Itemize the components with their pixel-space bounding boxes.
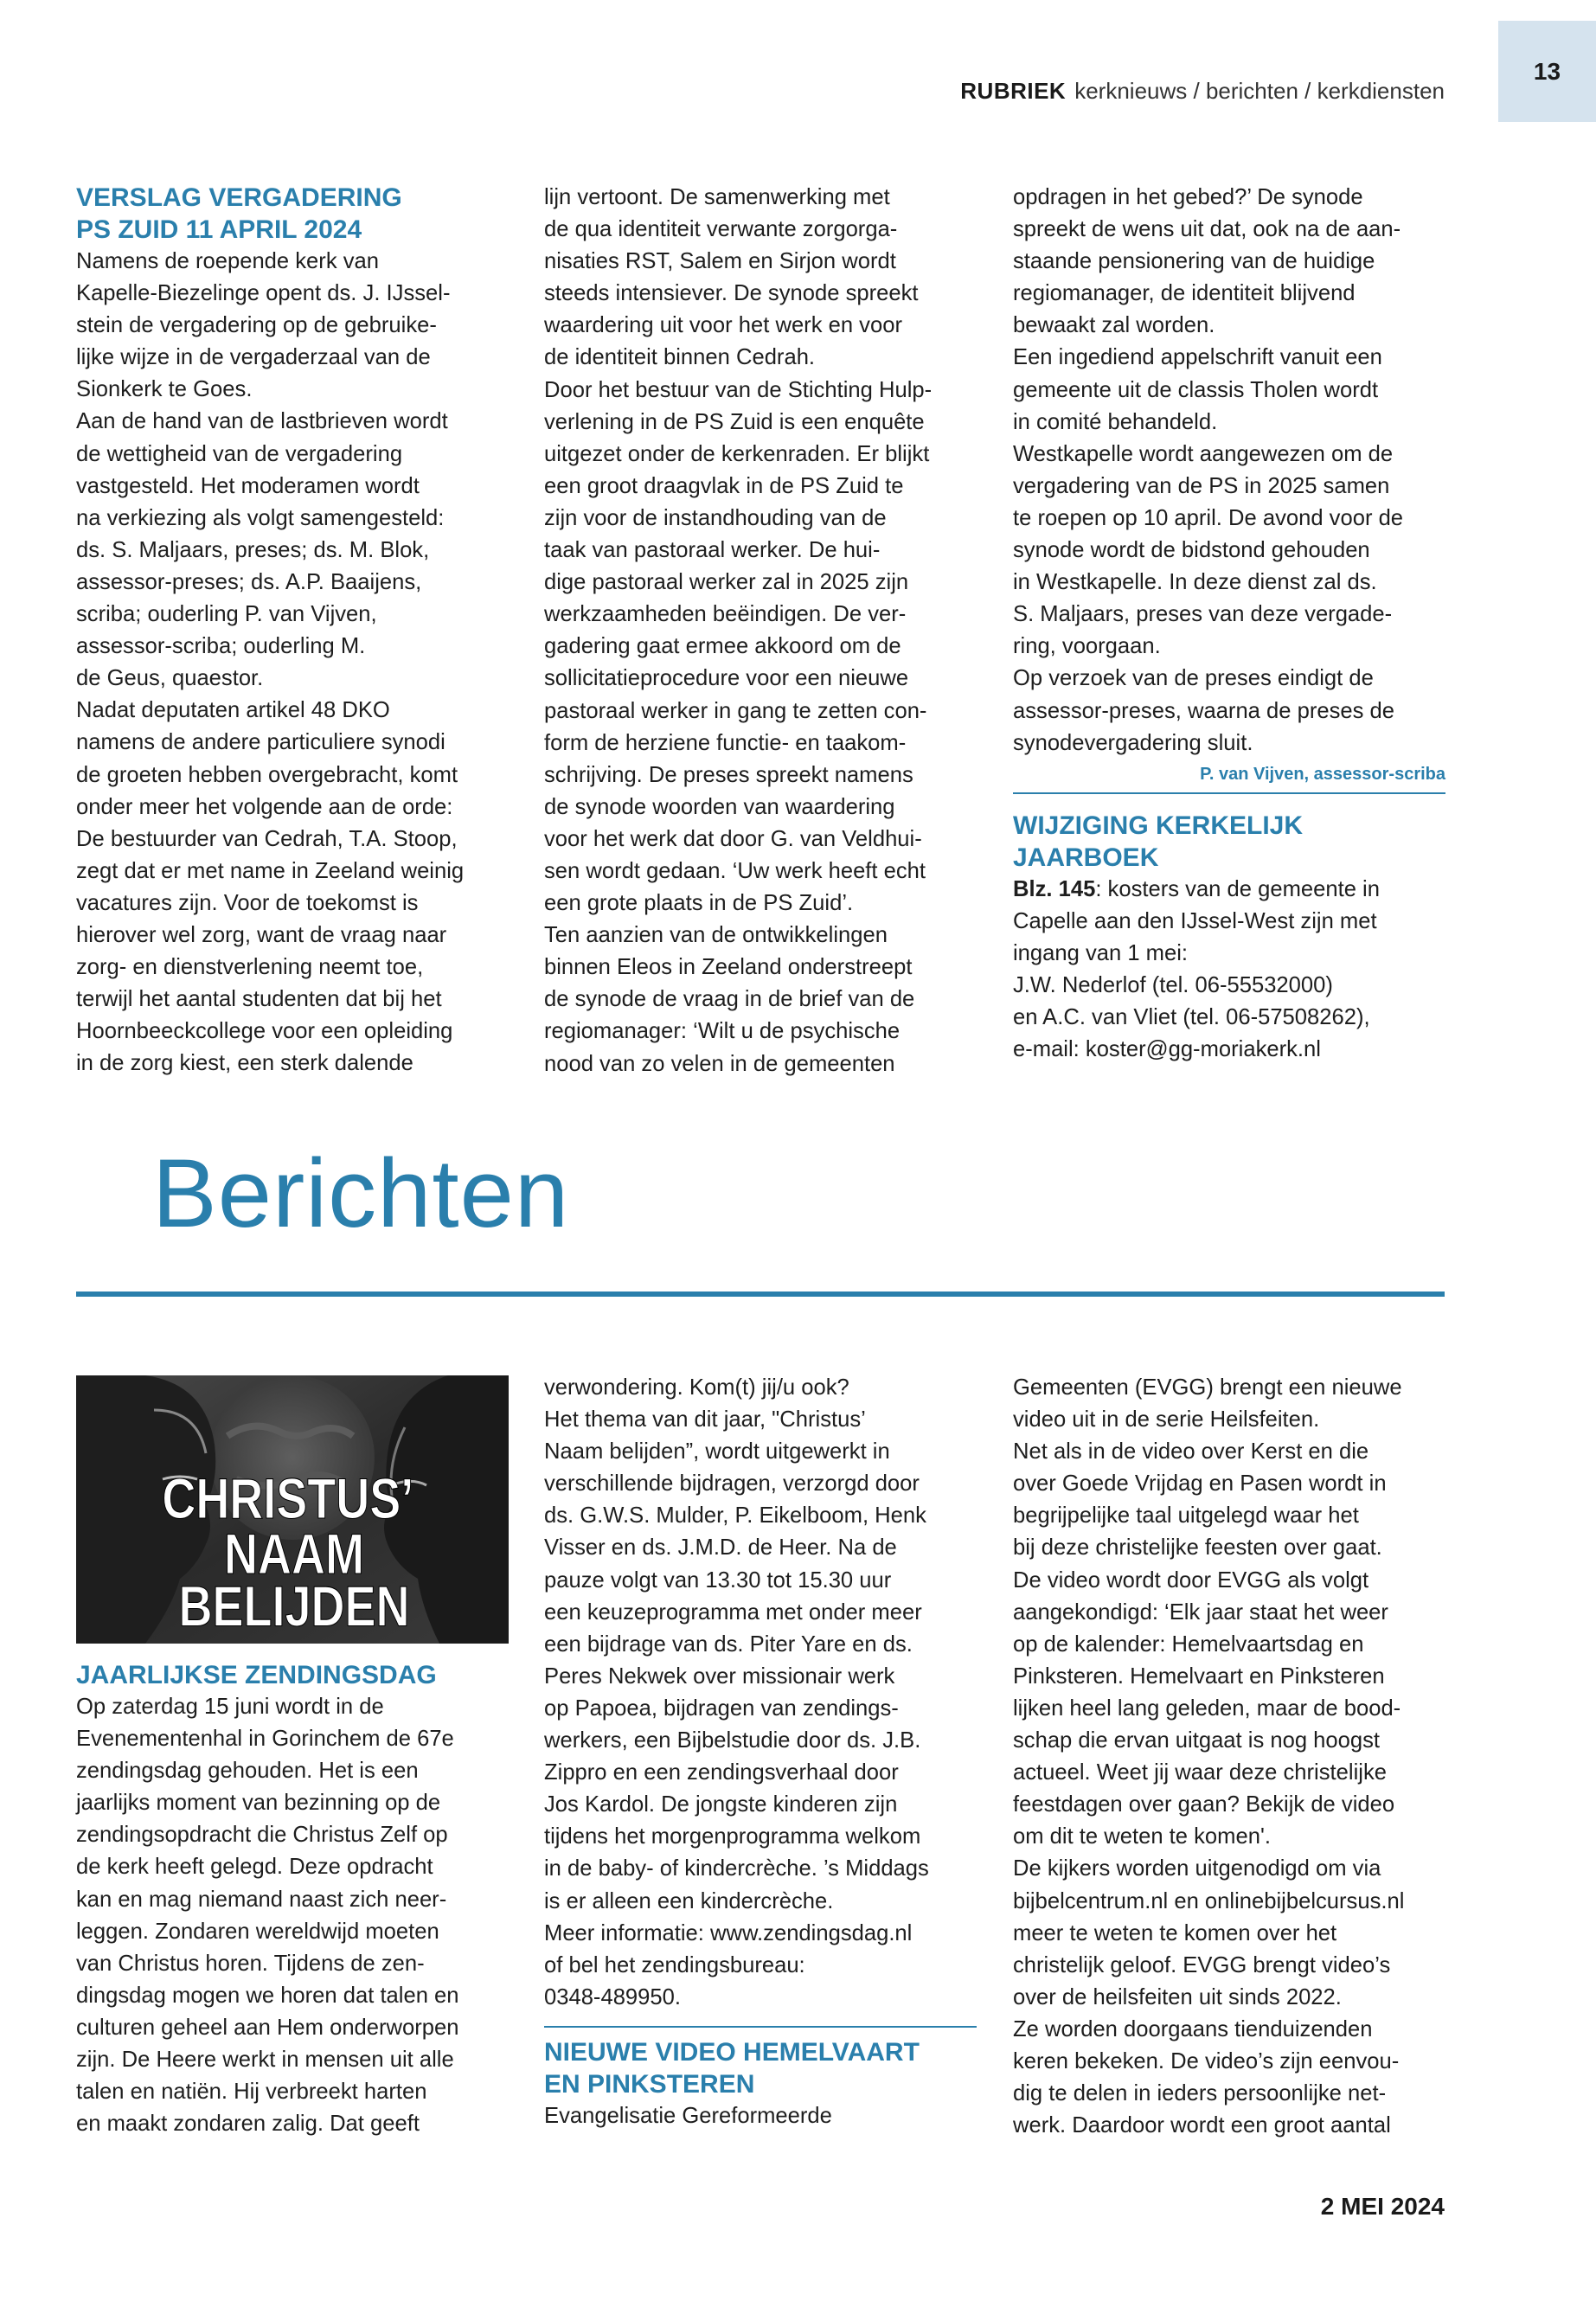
text-line: Ten aanzien van de ontwikkelingen xyxy=(544,923,888,948)
text-line: Naam belijden”, wordt uitgewerkt in xyxy=(544,1439,890,1465)
text-line: zijn voor de instandhouding van de xyxy=(544,505,887,530)
text-line: over Goede Vrijdag en Pasen wordt in xyxy=(1013,1471,1387,1497)
text-line: assessor-scriba; ouderling M. xyxy=(76,634,366,659)
text-line: is er alleen een kindercrèche. xyxy=(544,1888,834,1913)
article-verslag-col1 xyxy=(76,182,509,1080)
image-title-line: NAAM xyxy=(224,1521,364,1586)
page-number: 13 xyxy=(1498,21,1596,122)
text-line: van Christus horen. Tijdens de zen- xyxy=(76,1951,425,1976)
text-line: zorg- en dienstverlening neemt toe, xyxy=(76,955,424,980)
text-line: bewaakt zal worden. xyxy=(1013,313,1215,338)
text-line: Gemeenten (EVGG) brengt een nieuwe xyxy=(1013,1375,1402,1400)
text-line: spreekt de wens uit dat, ook na de aan- xyxy=(1013,217,1401,242)
text-line: Kapelle-Biezelinge opent ds. J. IJssel- xyxy=(76,281,451,306)
text-line: form de herziene functie- en taakom- xyxy=(544,730,907,755)
text-line: verlening in de PS Zuid is een enquête xyxy=(544,409,925,434)
text-line: feestdagen over gaan? Bekijk de video xyxy=(1013,1792,1395,1817)
text-line: de identiteit binnen Cedrah. xyxy=(544,345,816,370)
text-line: vastgesteld. Het moderamen wordt xyxy=(76,473,420,498)
text-line: Peres Nekwek over missionair werk xyxy=(544,1663,895,1689)
text-line: ingang van 1 mei: xyxy=(1013,940,1189,965)
text-line: S. Maljaars, preses van deze vergade- xyxy=(1013,602,1393,627)
text-line: nood van zo velen in de gemeenten xyxy=(544,1051,895,1076)
zendingsdag-image xyxy=(76,1375,509,1644)
text-line: vacatures zijn. Voor de toekomst is xyxy=(76,890,419,915)
text-line: gemeente uit de classis Tholen wordt xyxy=(1013,377,1379,402)
text-line: Op zaterdag 15 juni wordt in de xyxy=(76,1695,384,1719)
text-line: Ze worden doorgaans tienduizenden xyxy=(1013,2016,1373,2041)
running-header xyxy=(960,78,1445,105)
text-line: Het thema van dit jaar, "Christus’ xyxy=(544,1407,866,1433)
text-line: Namens de roepende kerk van xyxy=(76,249,379,273)
article-verslag-col3 xyxy=(1013,182,1445,1066)
text-line: e-mail: koster@gg-moriakerk.nl xyxy=(1013,1037,1321,1062)
text-line: kan en mag niemand naast zich neer- xyxy=(76,1887,447,1912)
article-heading: JAARLIJKSE ZENDINGSDAG xyxy=(76,1661,437,1689)
text-line: hierover wel zorg, want de vraag naar xyxy=(76,922,447,947)
text-line: waardering uit voor het werk en voor xyxy=(544,313,902,338)
text-line: assessor-preses; ds. A.P. Baaijens, xyxy=(76,569,422,594)
text-line: Net als in de video over Kerst en die xyxy=(1013,1439,1369,1465)
article-heading: VERSLAG VERGADERING xyxy=(76,183,402,212)
text-line: Pinksteren. Hemelvaart en Pinksteren xyxy=(1013,1663,1385,1689)
text-line: schap die ervan uitgaat is nog hoogst xyxy=(1013,1728,1381,1753)
article-heading: EN PINKSTEREN xyxy=(544,2069,755,2099)
text-line: verschillende bijdragen, verzorgd door xyxy=(544,1471,920,1497)
text-line: schrijving. De preses spreekt namens xyxy=(544,762,913,787)
text-line: Visser en ds. J.M.D. de Heer. Na de xyxy=(544,1535,897,1561)
text-line: video uit in de serie Heilsfeiten. xyxy=(1013,1407,1320,1433)
text-line: vergadering van de PS in 2025 samen xyxy=(1013,473,1390,498)
text-line: dingsdag mogen we horen dat talen en xyxy=(76,1983,459,2008)
divider xyxy=(1013,792,1445,794)
text-line: voor het werk dat door G. van Veldhui- xyxy=(544,826,922,851)
text-line: Een ingediend appelschrift vanuit een xyxy=(1013,345,1382,370)
text-line: ring, voorgaan. xyxy=(1013,634,1161,659)
text-line: Hoornbeeckcollege voor een opleiding xyxy=(76,1019,453,1044)
text-line: en A.C. van Vliet (tel. 06-57508262), xyxy=(1013,1005,1370,1030)
text-line: bijbelcentrum.nl en onlinebijbelcursus.nl xyxy=(1013,1888,1405,1913)
text-line: J.W. Nederlof (tel. 06-55532000) xyxy=(1013,972,1333,997)
section-divider xyxy=(76,1292,1445,1297)
text-line: De video wordt door EVGG als volgt xyxy=(1013,1567,1369,1593)
text-line: zendingsopdracht die Christus Zelf op xyxy=(76,1823,448,1848)
article-heading: WIJZIGING KERKELIJK xyxy=(1013,811,1304,840)
text-line: regiomanager: ‘Wilt u de psychische xyxy=(544,1019,901,1044)
text-line xyxy=(1013,874,1445,906)
text-line: stein de vergadering op de gebruike- xyxy=(76,313,437,338)
text-line: de synode de vraag in de brief van de xyxy=(544,987,915,1012)
text-line: scriba; ouderling P. van Vijven, xyxy=(76,602,377,627)
text-line: dige pastoraal werker zal in 2025 zijn xyxy=(544,570,909,595)
text-line: de groeten hebben overgebracht, komt xyxy=(76,762,458,787)
text-line: meer te weten te komen over het xyxy=(1013,1920,1337,1945)
text-line: in de zorg kiest, een sterk dalende xyxy=(76,1051,413,1076)
text-line: tijdens het morgenprogramma welkom xyxy=(544,1824,921,1849)
text-line: een keuzeprogramma met onder meer xyxy=(544,1599,922,1625)
text-line: in Westkapelle. In deze dienst zal ds. xyxy=(1013,570,1377,595)
text-line: terwijl het aantal studenten dat bij het xyxy=(76,987,442,1012)
text-line: regiomanager, de identiteit blijvend xyxy=(1013,281,1356,306)
text-line: na verkiezing als volgt samengesteld: xyxy=(76,505,445,530)
text-line: op de kalender: Hemelvaartsdag en xyxy=(1013,1631,1364,1657)
text-line: synodevergadering sluit. xyxy=(1013,730,1253,755)
divider xyxy=(544,2026,977,2028)
text-line: zijn. De Heere werkt in mensen uit alle xyxy=(76,2048,454,2073)
section-title: Berichten xyxy=(152,1139,570,1247)
text-line: onder meer het volgende aan de orde: xyxy=(76,794,453,819)
text-line: namens de andere particuliere synodi xyxy=(76,730,445,755)
text-line: ds. S. Maljaars, preses; ds. M. Blok, xyxy=(76,537,430,562)
text-line: De kijkers worden uitgenodigd om via xyxy=(1013,1856,1381,1881)
text-line: synode wordt de bidstond gehouden xyxy=(1013,538,1370,563)
text-line: lijn vertoont. De samenwerking met xyxy=(544,185,890,209)
article-verslag-col2 xyxy=(544,182,977,1080)
text-line: binnen Eleos in Zeeland onderstreept xyxy=(544,955,913,980)
image-title-line: CHRISTUS’ xyxy=(162,1465,414,1531)
text-line: sollicitatieprocedure voor een nieuwe xyxy=(544,666,909,691)
page-reference: Blz. 145 xyxy=(1013,876,1096,901)
article-heading: NIEUWE VIDEO HEMELVAART xyxy=(544,2037,920,2067)
text-line: Zippro en een zendingsverhaal door xyxy=(544,1760,899,1785)
text-line: Westkapelle wordt aangewezen om de xyxy=(1013,441,1394,466)
text-line: verwondering. Kom(t) jij/u ook? xyxy=(544,1375,849,1400)
text-line: een bijdrage van ds. Piter Yare en ds. xyxy=(544,1631,913,1657)
text-line: leggen. Zondaren wereldwijd moeten xyxy=(76,1919,439,1944)
text-line: de qua identiteit verwante zorgorga- xyxy=(544,217,898,242)
text-line: de Geus, quaestor. xyxy=(76,666,264,691)
text-line: christelijk geloof. EVGG brengt video’s xyxy=(1013,1952,1391,1977)
text-line: culturen geheel aan Hem onderworpen xyxy=(76,2015,459,2040)
text-line: jaarlijks moment van bezinning op de xyxy=(76,1791,441,1816)
text-line: een grote plaats in de PS Zuid’. xyxy=(544,891,854,916)
text-line: Op verzoek van de preses eindigt de xyxy=(1013,666,1374,691)
text-line: aangekondigd: ‘Elk jaar staat het weer xyxy=(1013,1599,1388,1625)
text-line: Aan de hand van de lastbrieven wordt xyxy=(76,409,448,434)
text-line: steeds intensiever. De synode spreekt xyxy=(544,281,919,306)
text-line: De bestuurder van Cedrah, T.A. Stoop, xyxy=(76,826,458,851)
text-fragment: : kosters van de gemeente in xyxy=(1095,876,1380,901)
text-line: bij deze christelijke feesten over gaat. xyxy=(1013,1535,1382,1561)
text-line: assessor-preses, waarna de preses de xyxy=(1013,698,1395,723)
text-line: in de baby- of kindercrèche. ’s Middags xyxy=(544,1856,929,1881)
text-line: staande pensionering van de huidige xyxy=(1013,249,1375,274)
text-line: uitgezet onder de kerkenraden. Er blijkt xyxy=(544,441,930,466)
signature: P. van Vijven, assessor-scriba xyxy=(1200,764,1445,784)
text-line: of bel het zendingsbureau: xyxy=(544,1952,805,1977)
text-line: lijke wijze in de vergaderzaal van de xyxy=(76,345,431,370)
article-zendingsdag-col1 xyxy=(76,1659,509,2140)
text-line: pastoraal werker in gang te zetten con- xyxy=(544,698,927,723)
text-line: actueel. Weet jij waar deze christelijke xyxy=(1013,1760,1387,1785)
text-line: ds. G.W.S. Mulder, P. Eikelboom, Henk xyxy=(544,1503,926,1529)
text-line: werkzaamheden beëindigen. De ver- xyxy=(544,602,907,627)
footer-date: 2 MEI 2024 xyxy=(1320,2193,1445,2220)
article-body xyxy=(76,246,509,1080)
article-heading: JAARBOEK xyxy=(1013,843,1159,872)
text-line: om dit te weten te komen'. xyxy=(1013,1824,1271,1849)
text-line: zegt dat er met name in Zeeland weinig xyxy=(76,858,465,883)
text-line: zendingsdag gehouden. Het is een xyxy=(76,1759,419,1784)
text-line: een groot draagvlak in de PS Zuid te xyxy=(544,473,904,498)
text-line: werk. Daardoor wordt een groot aantal xyxy=(1013,2113,1391,2138)
text-line: Meer informatie: www.zendingsdag.nl xyxy=(544,1920,913,1945)
text-line: op Papoea, bijdragen van zendings- xyxy=(544,1695,899,1721)
text-line: in comité behandeld. xyxy=(1013,409,1218,434)
text-line: en maakt zondaren zalig. Dat geeft xyxy=(76,2112,420,2137)
article-video-col xyxy=(1013,1372,1445,2142)
text-line: keren bekeken. De video’s zijn eenvou- xyxy=(1013,2048,1400,2073)
text-line: nisaties RST, Salem en Sirjon wordt xyxy=(544,249,896,274)
text-line: te roepen op 10 april. De avond voor de xyxy=(1013,505,1404,530)
text-line: over de heilsfeiten uit sinds 2022. xyxy=(1013,1984,1342,2009)
header-sections: kerknieuws / berichten / kerkdiensten xyxy=(1074,78,1445,104)
text-line: taak van pastoraal werker. De hui- xyxy=(544,538,881,563)
text-line: gadering gaat ermee akkoord om de xyxy=(544,634,901,659)
text-line: opdragen in het gebed?’ De synode xyxy=(1013,185,1363,209)
article-zendingsdag-col2 xyxy=(544,1372,977,2132)
text-line: Evangelisatie Gereformeerde xyxy=(544,2103,832,2128)
text-line: talen en natiën. Hij verbreekt harten xyxy=(76,2080,427,2105)
text-line: Door het bestuur van de Stichting Hulp- xyxy=(544,377,933,402)
text-line: de wettigheid van de vergadering xyxy=(76,441,403,466)
text-line: sen wordt gedaan. ‘Uw werk heeft echt xyxy=(544,858,926,883)
text-line: werkers, een Bijbelstudie door ds. J.B. xyxy=(544,1728,921,1753)
text-line: pauze volgt van 13.30 tot 15.30 uur xyxy=(544,1567,892,1593)
article-heading: PS ZUID 11 APRIL 2024 xyxy=(76,215,362,244)
text-line: dig te delen in ieders persoonlijke net- xyxy=(1013,2081,1387,2106)
text-line: Capelle aan den IJssel-West zijn met xyxy=(1013,908,1377,933)
text-line: Sionkerk te Goes. xyxy=(76,377,253,402)
text-line: 0348-489950. xyxy=(544,1984,681,2009)
text-line: begrijpelijke taal uitgelegd waar het xyxy=(1013,1503,1359,1529)
image-title-line: BELIJDEN xyxy=(178,1574,410,1638)
text-line: Nadat deputaten artikel 48 DKO xyxy=(76,698,390,723)
text-line: de kerk heeft gelegd. Deze opdracht xyxy=(76,1855,433,1880)
text-line: Jos Kardol. De jongste kinderen zijn xyxy=(544,1792,898,1817)
header-label: RUBRIEK xyxy=(960,78,1067,104)
text-line: Evenementenhal in Gorinchem de 67e xyxy=(76,1727,454,1752)
text-line: lijken heel lang geleden, maar de bood- xyxy=(1013,1695,1401,1721)
text-line: de synode woorden van waardering xyxy=(544,794,895,819)
